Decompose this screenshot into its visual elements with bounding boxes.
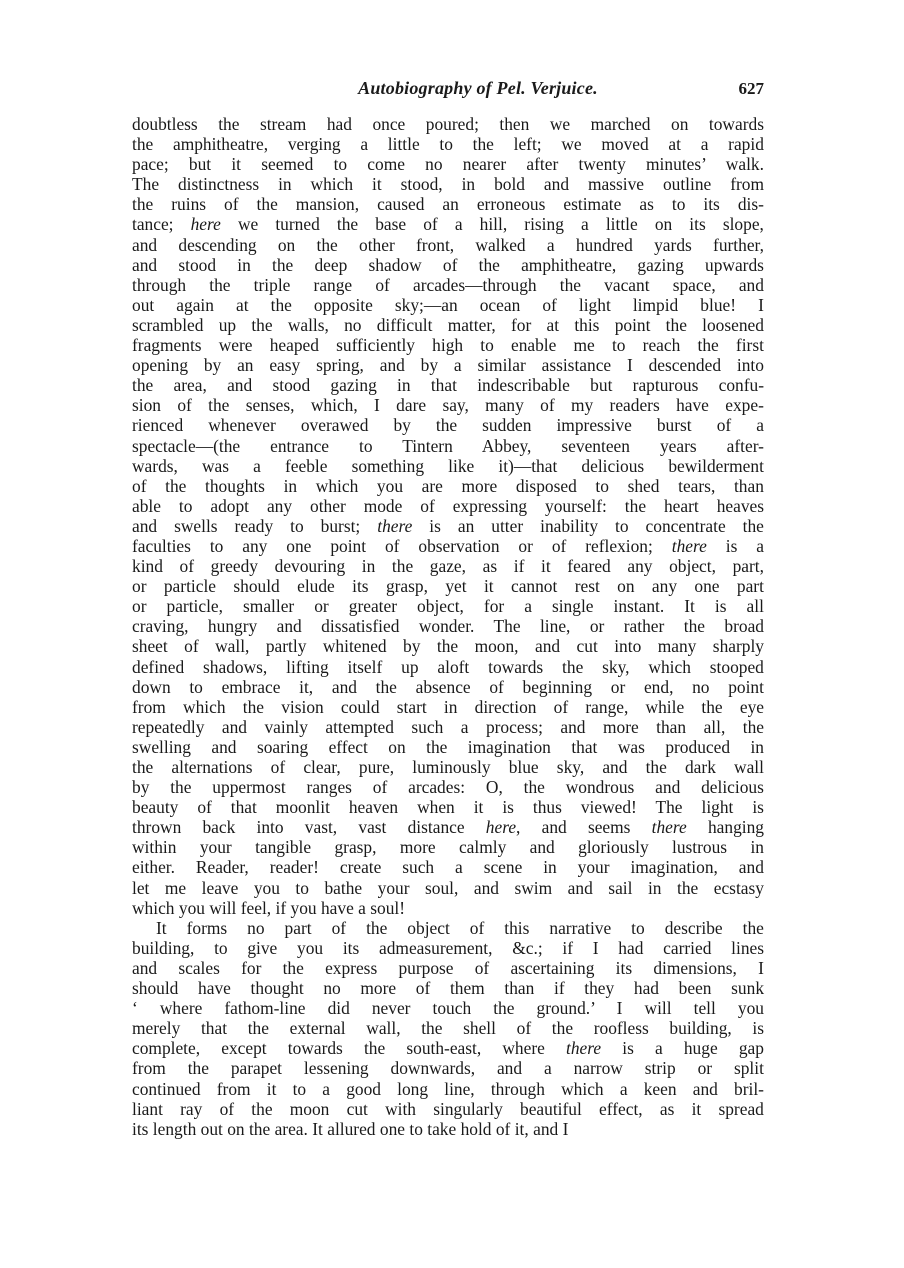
text-line: and stood in the deep shadow of the amphitheatre, gazing upwards (132, 254, 764, 275)
text-line: wards, was a feeble something like it)—that delicious bewilderment (132, 455, 764, 476)
text-line: should have thought no more of them than if they had been sunk (132, 978, 765, 999)
text-line: complete, except towards the south-east, where there is a huge gap (132, 1038, 764, 1059)
paragraph (132, 918, 764, 1139)
text-line: building, to give you its admeasurement, &c.; if I had carried lines (132, 937, 765, 958)
text-line: merely that the external wall, the shell of the roofless building, is (132, 1018, 765, 1039)
text-line: either. Reader, reader! create such a scene in your imagination, and (132, 857, 764, 878)
text-line: its length out on the area. It allured one to take hold of it, and I (132, 1118, 569, 1139)
text-line: let me leave you to bathe your soul, and swim and sail in the ecstasy (132, 877, 764, 898)
text-line: craving, hungry and dissatisfied wonder. The line, or rather the broad (132, 616, 765, 637)
text-line: continued from it to a good long line, through which a keen and bril- (132, 1078, 764, 1099)
text-line: scrambled up the walls, no difficult matter, for at this point the loosened (132, 314, 764, 335)
text-line: and descending on the other front, walked a hundred yards further, (132, 234, 764, 255)
text-line: spectacle—(the entrance to Tintern Abbey, seventeen years after- (132, 435, 764, 456)
text-line: or particle should elude its grasp, yet it cannot rest on any one part (132, 576, 764, 597)
text-line: within your tangible grasp, more calmly and gloriously lustrous in (132, 837, 764, 858)
text-line: out again at the opposite sky;—an ocean of light limpid blue! I (132, 294, 764, 315)
text-line: and scales for the express purpose of ascertaining its dimensions, I (132, 957, 764, 978)
running-head (132, 74, 764, 102)
text-line: pace; but it seemed to come no nearer after twenty minutes’ walk. (132, 154, 764, 175)
text-line: kind of greedy devouring in the gaze, as if it feared any object, part, (132, 556, 764, 577)
text-line: the area, and stood gazing in that indescribable but rapturous confu- (132, 375, 765, 396)
text-line: ‘ where fathom-line did never touch the ground.’ I will tell you (132, 998, 764, 1019)
book-page (132, 74, 764, 1139)
text-line: The distinctness in which it stood, in bold and massive outline from (132, 174, 765, 195)
text-line: able to adopt any other mode of expressing yourself: the heart heaves (132, 495, 765, 516)
text-line: sheet of wall, partly whitened by the moon, and cut into many sharply (132, 636, 764, 657)
text-line: from the parapet lessening downwards, and a narrow strip or split (132, 1058, 764, 1079)
text-line: the alternations of clear, pure, luminously blue sky, and the dark wall (132, 757, 764, 777)
text-line: liant ray of the moon cut with singularly beautiful effect, as it spread (132, 1098, 764, 1119)
text-line: by the uppermost ranges of arcades: O, the wondrous and delicious (132, 777, 764, 798)
text-line: through the triple range of arcades—through the vacant space, and (132, 274, 764, 295)
text-line: opening by an easy spring, and by a similar assistance I descended into (132, 355, 764, 376)
text-line: tance; here we turned the base of a hill, rising a little on its slope, (132, 214, 764, 235)
text-line: rienced whenever overawed by the sudden impressive burst of a (132, 415, 764, 436)
text-line: defined shadows, lifting itself up aloft towards the sky, which stooped (132, 656, 764, 677)
text-line: It forms no part of the object of this narrative to describe the (156, 917, 764, 938)
text-line: thrown back into vast, vast distance here, and seems there hanging (132, 817, 764, 838)
text-line: down to embrace it, and the absence of beginning or end, no point (132, 676, 764, 697)
text-line: beauty of that moonlit heaven when it is thus viewed! The light is (132, 797, 764, 818)
text-line: which you will feel, if you have a soul! (132, 897, 406, 918)
page-number: 627 (738, 79, 764, 98)
text-line: of the thoughts in which you are more disposed to shed tears, than (132, 475, 764, 496)
text-line: sion of the senses, which, I dare say, many of my readers have expe- (132, 395, 764, 416)
running-title: Autobiography of Pel. Verjuice. (358, 78, 598, 98)
text-line: repeatedly and vainly attempted such a process; and more than all, the (132, 716, 764, 737)
text-line: the amphitheatre, verging a little to the left; we moved at a rapid (132, 134, 764, 155)
body-text (132, 114, 764, 1139)
text-line: doubtless the stream had once poured; then we marched on towards (132, 114, 764, 134)
paragraph (132, 114, 764, 918)
text-line: swelling and soaring effect on the imagination that was produced in (132, 736, 764, 757)
text-line: the ruins of the mansion, caused an erroneous estimate as to its dis- (132, 194, 764, 215)
text-line: from which the vision could start in direction of range, while the eye (132, 696, 764, 717)
text-line: and swells ready to burst; there is an utter inability to concentrate the (132, 515, 764, 536)
text-line: faculties to any one point of observation or of reflexion; there is a (132, 535, 764, 556)
text-line: fragments were heaped sufficiently high to enable me to reach the first (132, 335, 764, 356)
text-line: or particle, smaller or greater object, for a single instant. It is all (132, 596, 764, 617)
